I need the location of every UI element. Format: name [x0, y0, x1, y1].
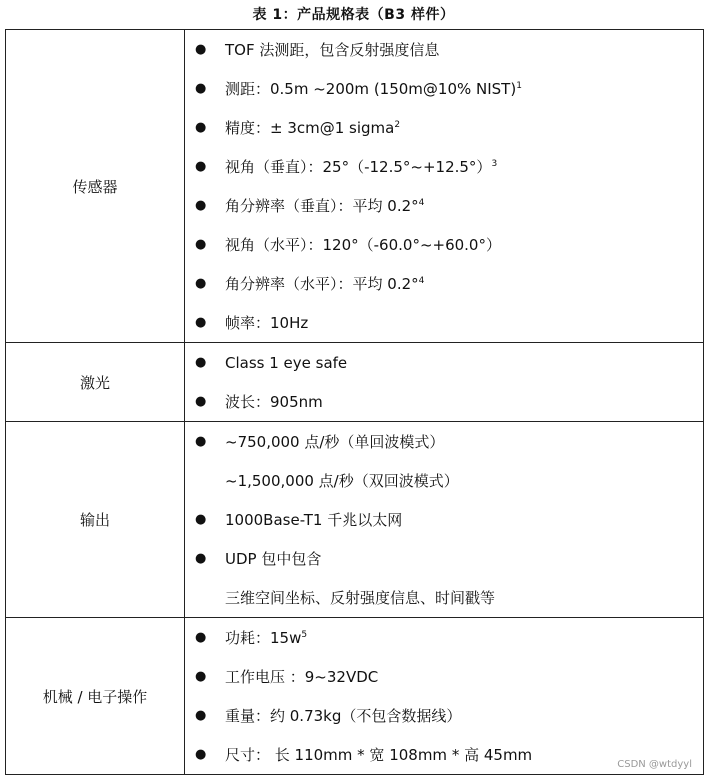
list-item [185, 264, 703, 303]
list-item [185, 618, 703, 657]
item-text: ~750,000 点/秒（单回波模式） [225, 433, 445, 451]
bullet-icon: ● [195, 120, 207, 135]
table-row [6, 343, 704, 422]
spec-table [5, 29, 704, 775]
list-item [185, 657, 703, 696]
watermark: CSDN @wtdyyl [617, 759, 692, 770]
bullet-icon: ● [195, 198, 207, 213]
bullet-icon: ● [195, 512, 207, 527]
bullet-icon: ● [195, 551, 207, 566]
category-cell: 机械 / 电子操作 [6, 618, 185, 775]
list-item [185, 461, 703, 500]
bullet-icon: ● [195, 355, 207, 370]
list-item [185, 225, 703, 264]
footnote-marker: 4 [418, 276, 425, 286]
item-text: Class 1 eye safe [225, 353, 348, 372]
bullet-icon: ● [195, 159, 207, 174]
list-item [185, 578, 703, 617]
item-text: 功耗：$15w^5$ [225, 629, 308, 647]
item-text: 角分辨率（水平）：平均 0.2°$^4$ [225, 275, 425, 293]
list-item [185, 422, 703, 461]
items-cell [185, 30, 704, 343]
item-text: 尺寸： 长 110mm * 宽 108mm * 高 45mm [225, 746, 533, 764]
category-cell: 输出 [6, 422, 185, 618]
list-item [185, 69, 703, 108]
list-item [185, 108, 703, 147]
bullet-icon: ● [195, 237, 207, 252]
table-row [6, 422, 704, 618]
list-item [185, 696, 703, 735]
item-text: ~1,500,000 点/秒（双回波模式） [225, 472, 459, 490]
table-caption: 表 1：产品规格表（B3 样件） [252, 7, 455, 23]
list-item [185, 303, 703, 342]
item-text: 视角（垂直）：25°（-12.5°~+12.5°）$^3$ [225, 158, 498, 176]
bullet-icon: ● [195, 81, 207, 96]
item-text: UDP 包中包含 [225, 550, 322, 568]
item-text: 工作电压 ：9~32VDC [225, 668, 379, 686]
list-item [185, 343, 703, 382]
item-text: 测距：0.5m ~200m (150m@10% NIST)$^1$ [225, 80, 522, 98]
footnote-marker: 2 [394, 120, 401, 130]
list-item [185, 186, 703, 225]
item-text: 角分辨率（垂直）：平均 0.2°$^4$ [225, 197, 425, 215]
list-item [185, 30, 703, 69]
bullet-icon: ● [195, 669, 207, 684]
items-cell [185, 618, 704, 775]
bullet-icon: ● [195, 276, 207, 291]
bullet-icon: ● [195, 394, 207, 409]
footnote-marker: 3 [491, 159, 498, 169]
list-item [185, 539, 703, 578]
bullet-icon: ● [195, 315, 207, 330]
table-row [6, 618, 704, 775]
bullet-icon: ● [195, 708, 207, 723]
table-row [6, 30, 704, 343]
items-cell [185, 343, 704, 422]
category-cell: 激光 [6, 343, 185, 422]
list-item [185, 500, 703, 539]
item-text: 1000Base-T1 千兆以太网 [225, 511, 403, 529]
list-item [185, 147, 703, 186]
bullet-icon: ● [195, 747, 207, 762]
item-text: 视角（水平）：120°（-60.0°~+60.0°） [225, 236, 501, 254]
item-text: 波长：905nm [225, 393, 323, 411]
footnote-marker: 5 [301, 630, 308, 640]
bullet-icon: ● [195, 630, 207, 645]
bullet-icon: ● [195, 42, 207, 57]
item-text: 精度：± 3cm@1 sigma$^2$ [225, 119, 401, 137]
items-cell [185, 422, 704, 618]
item-text: TOF 法测距，包含反射强度信息 [225, 41, 440, 59]
list-item [185, 382, 703, 421]
item-text: 三维空间坐标、反射强度信息、时间戳等 [225, 589, 496, 607]
item-text: 帧率：10Hz [225, 314, 309, 332]
bullet-icon: ● [195, 434, 207, 449]
item-text: 重量：约 0.73kg（不包含数据线） [225, 707, 462, 725]
footnote-marker: 4 [418, 198, 425, 208]
spec-table-body [6, 30, 704, 775]
category-cell: 传感器 [6, 30, 185, 343]
footnote-marker: 1 [516, 81, 522, 91]
